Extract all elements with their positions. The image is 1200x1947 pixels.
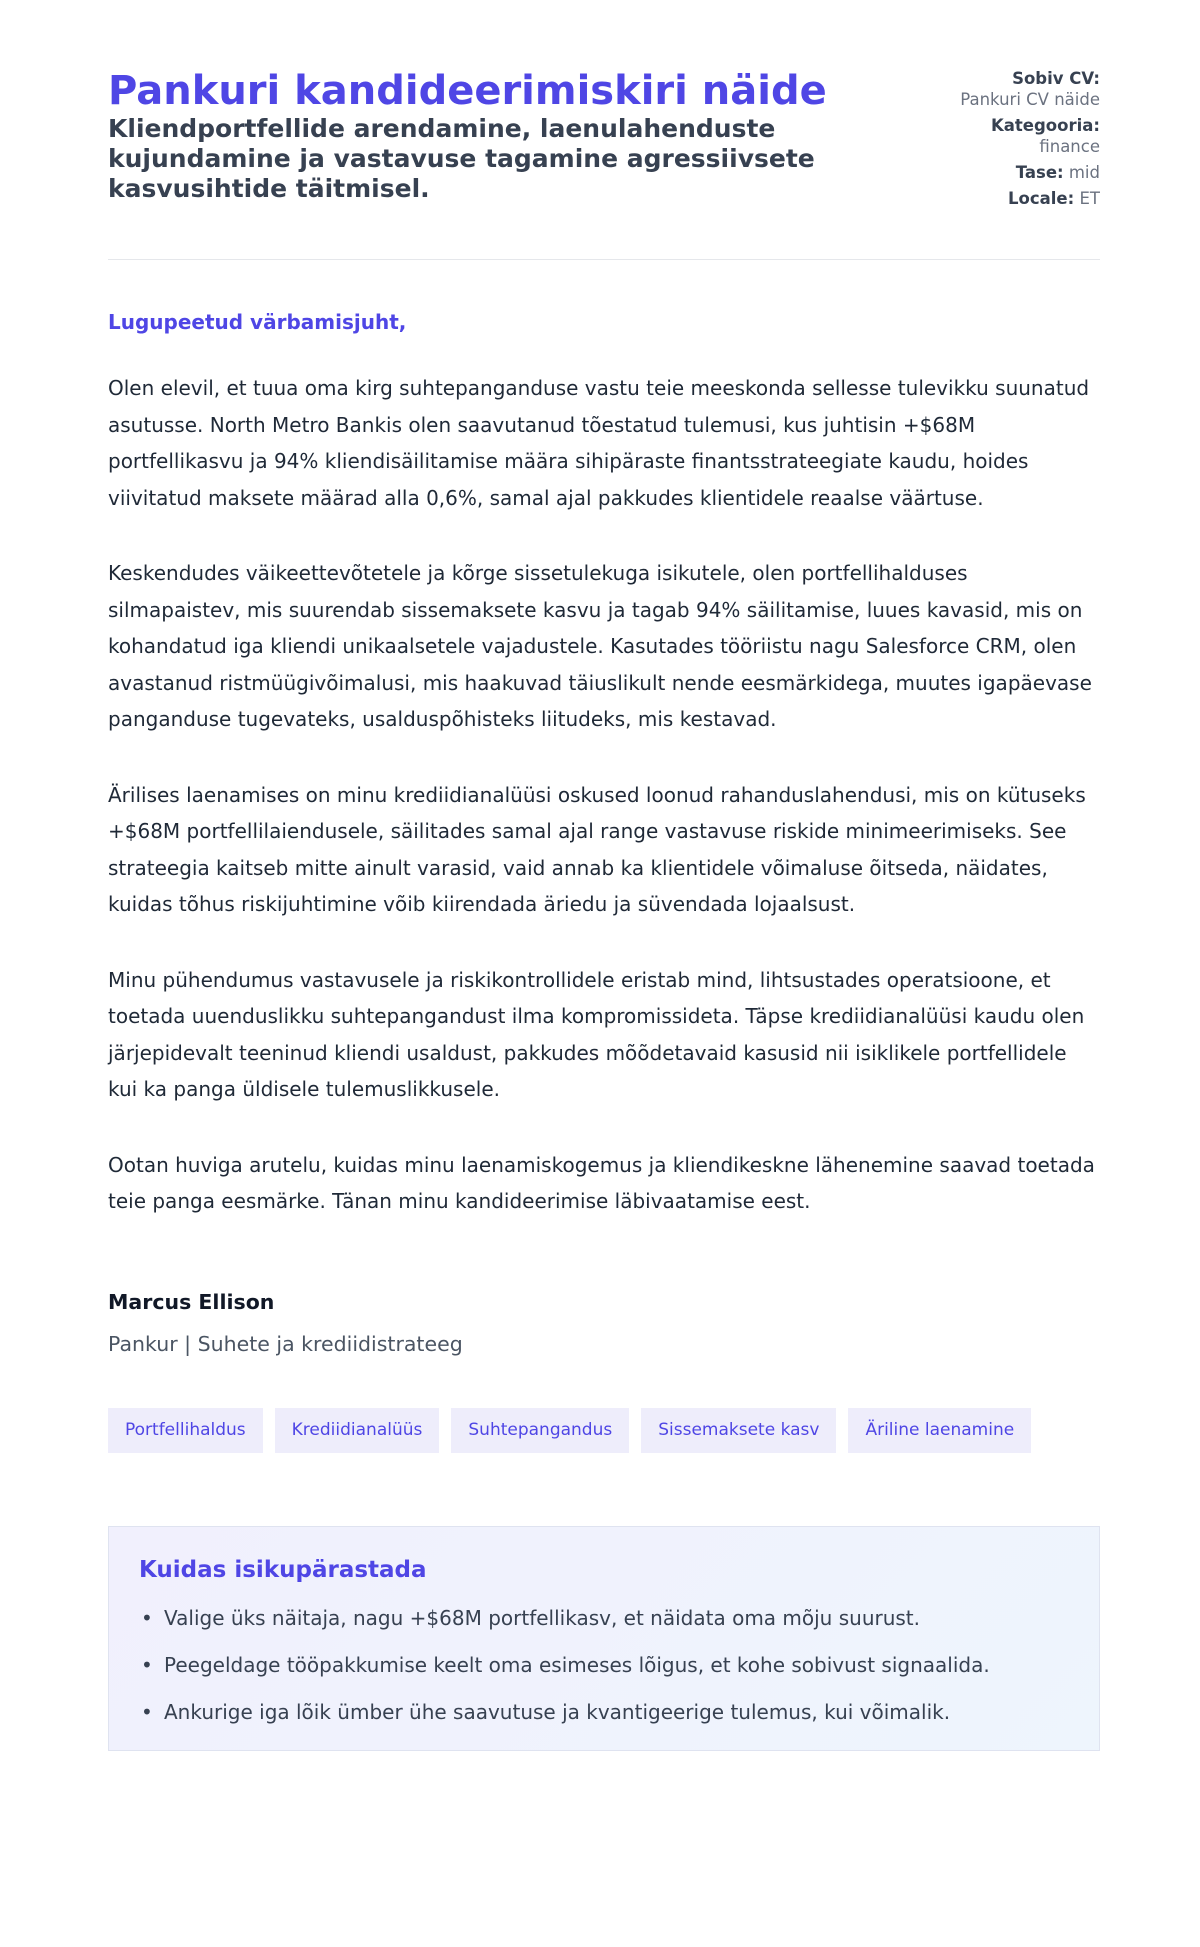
page-header [108, 0, 1100, 260]
meta-label: Kategooria: [990, 116, 1100, 135]
tip-item: • Ankurige iga lõik ümber ühe saavutuse ja kvantigeerige tulemus, kui võimalik. [139, 1700, 1069, 1724]
skill-tags [108, 1408, 1100, 1453]
meta-label: Tase: [1015, 163, 1064, 182]
cover-letter-page [108, 0, 1100, 1751]
meta-info [960, 68, 1100, 259]
title-block [108, 68, 848, 259]
meta-locale [960, 188, 1100, 209]
page-title: Pankuri kandideerimiskiri näide [108, 68, 827, 114]
skill-tag: Äriline laenamine [848, 1408, 1031, 1453]
letter-body [108, 370, 1100, 1220]
paragraph: Olen elevil, et tuua oma kirg suhtepanganduse vastu teie meeskonda sellesse tulevikku suunatud asutusse. North Metro Bankis olen saavutanud tõestatud tulemusi, kus juhtisin +$68M portfellikasvu ja 94% kliendisäilitamise määra sihipäraste finantsstrateegiate kaudu, hoides viivitatud maksete määrad alla 0,6%, samal ajal pakkudes klientidele reaalse väärtuse. [108, 376, 1090, 510]
tips-title: Kuidas isikupärastada [139, 1556, 427, 1583]
paragraph: Ärilises laenamises on minu krediidianalüüsi oskused loonud rahanduslahendusi, mis on kütuseks +$68M portfellilaiendusele, säilitades samal ajal range vastavuse riskide minimeerimiseks. See strateegia kaitseb mitte ainult varasid, vaid annab ka klientidele võimaluse õitseda, näidates, kuidas tõhus riskijuhtimine võib kiirendada äriedu ja süvendada lojaalsust. [108, 782, 1086, 916]
paragraph: Minu pühendumus vastavusele ja riskikontrollidele eristab mind, lihtsustades operatsioone, et toetada uuenduslikku suhtepangandust ilma kompromissideta. Täpse krediidianalüüsi kaudu olen järjepidevalt teeninud kliendi usaldust, pakkudes mõõdetavaid kasusid nii isiklikele portfellidele kui ka panga üldisele tulemuslikkusele. [108, 967, 1085, 1101]
skill-tag: Sissemaksete kasv [641, 1408, 836, 1453]
tip-item: • Peegeldage tööpakkumise keelt oma esimeses lõigus, et kohe sobivust signaalida. [139, 1653, 1069, 1677]
meta-value: ET [1079, 189, 1100, 208]
paragraph: Keskendudes väikeettevõtetele ja kõrge sissetulekuga isikutele, olen portfellihalduses silmapaistev, mis suurendab sissemaksete kasvu ja tagab 94% säilitamise, luues kavasid, mis on kohandatud iga kliendi unikaalsetele vajadustele. Kasutades tööriistu nagu Salesforce CRM, olen avastanud ristmüügivõimalusi, mis haakuvad täiuslikult nende eesmärkidega, muutes igapäevase panganduse tugevateks, usalduspõhisteks liitudeks, mis kestavad. [108, 561, 1092, 731]
tips-list [139, 1606, 1069, 1724]
meta-level [960, 162, 1100, 183]
greeting: Lugupeetud värbamisjuht, [108, 310, 407, 334]
signature-name: Marcus Ellison [108, 1289, 275, 1314]
meta-label: Locale: [1008, 189, 1075, 208]
tip-item: • Valige üks näitaja, nagu +$68M portfellikasv, et näidata oma mõju suurust. [139, 1606, 1069, 1630]
signature-role: Pankur | Suhete ja krediidistrateeg [108, 1331, 463, 1356]
meta-value: finance [1039, 137, 1100, 156]
skill-tag: Krediidianalüüs [275, 1408, 440, 1453]
meta-label: Sobiv CV: [1012, 69, 1100, 88]
meta-cv [960, 68, 1100, 110]
personalization-tips [108, 1526, 1100, 1751]
meta-value: mid [1068, 163, 1100, 182]
skill-tag: Portfellihaldus [108, 1408, 263, 1453]
meta-value: Pankuri CV näide [960, 90, 1100, 109]
paragraph: Ootan huviga arutelu, kuidas minu laenamiskogemus ja kliendikeskne lähenemine saavad toetada teie panga eesmärke. Tänan minu kandideerimise läbivaatamise eest. [108, 1152, 1095, 1213]
page-subtitle: Kliendportfellide arendamine, laenulahenduste kujundamine ja vastavuse tagamine agressiivsete kasvusihtide täitmisel. [108, 114, 815, 203]
skill-tag: Suhtepangandus [451, 1408, 629, 1453]
meta-category [960, 115, 1100, 157]
